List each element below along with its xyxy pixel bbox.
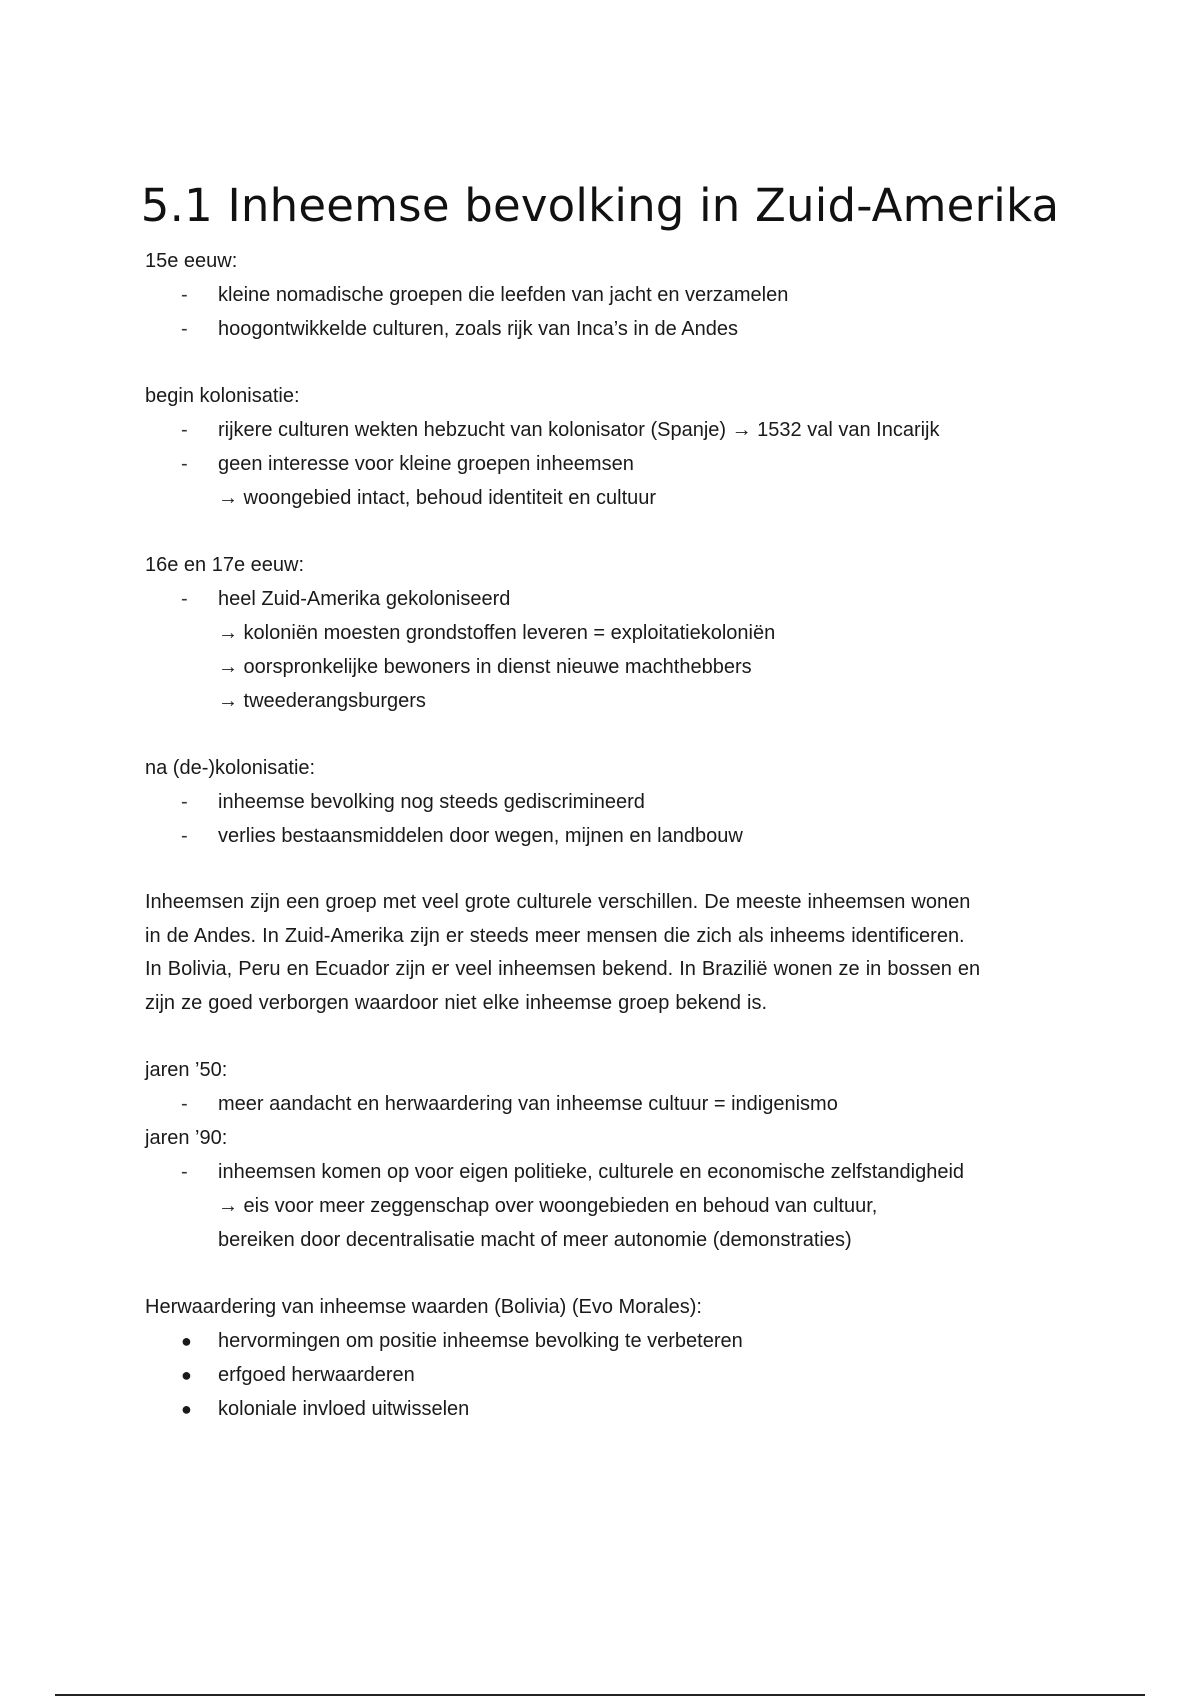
list-item-text: inheemsen komen op voor eigen politieke, culturele en economische zelfstandigheid <box>218 1161 965 1183</box>
section-heading: 16e en 17e eeuw: <box>145 554 305 576</box>
list-item <box>145 819 1065 853</box>
section-heading: jaren ’90: <box>145 1127 228 1149</box>
bullet-icon: ● <box>181 1331 192 1351</box>
continuation-line <box>145 1189 1065 1223</box>
list-item <box>145 1324 1065 1358</box>
paragraph-line: Inheemsen zijn een groep met veel grote culturele verschillen. De meeste inheemsen wonen <box>145 891 971 913</box>
list-item-text: hervormingen om positie inheemse bevolking te verbeteren <box>218 1330 743 1352</box>
list-item-text: meer aandacht en herwaardering van inheemse cultuur = indigenismo <box>218 1093 838 1115</box>
continuation-text: → eis voor meer zeggenschap over woongebieden en behoud van cultuur, <box>218 1195 878 1217</box>
list-item <box>145 278 1065 312</box>
list-item-text: inheemse bevolking nog steeds gediscrimineerd <box>218 791 645 813</box>
section-heading: Herwaardering van inheemse waarden (Bolivia) (Evo Morales): <box>145 1296 702 1318</box>
list-item-text: hoogontwikkelde culturen, zoals rijk van Inca’s in de Andes <box>218 318 738 340</box>
continuation-line <box>145 616 1065 650</box>
list-item <box>145 413 1065 447</box>
section-heading: na (de-)kolonisatie: <box>145 757 316 779</box>
list-item-text: rijkere culturen wekten hebzucht van kolonisator (Spanje) → 1532 val van Incarijk <box>218 419 940 441</box>
paragraph-line: zijn ze goed verborgen waardoor niet elke inheemse groep bekend is. <box>145 991 768 1014</box>
list-item <box>145 785 1065 819</box>
list-item-text: koloniale invloed uitwisselen <box>218 1398 470 1420</box>
dash-marker: - <box>181 453 188 475</box>
spacer <box>145 718 1065 751</box>
section-heading: begin kolonisatie: <box>145 385 300 407</box>
list-item <box>145 1358 1065 1392</box>
paragraph-line: In Bolivia, Peru en Ecuador zijn er veel inheemsen bekend. In Brazilië wonen ze in bossen en <box>145 958 981 980</box>
spacer <box>145 853 1065 886</box>
dash-marker: - <box>181 791 188 813</box>
dash-marker: - <box>181 825 188 847</box>
paragraph-line: in de Andes. In Zuid-Amerika zijn er steeds meer mensen die zich als inheems identificeren. <box>145 924 965 947</box>
list-item-text: kleine nomadische groepen die leefden van jacht en verzamelen <box>218 284 789 306</box>
document-body <box>145 244 1065 1426</box>
continuation-line <box>145 650 1065 684</box>
continuation-text: → woongebied intact, behoud identiteit en cultuur <box>218 487 657 509</box>
list-item-text: erfgoed herwaarderen <box>218 1364 415 1386</box>
list-item <box>145 447 1065 481</box>
footer-divider <box>55 1694 1145 1696</box>
dash-marker: - <box>181 1161 188 1183</box>
continuation-line <box>145 684 1065 718</box>
list-item <box>145 1087 1065 1121</box>
list-item <box>145 1155 1065 1189</box>
spacer <box>145 1257 1065 1290</box>
continuation-text: bereiken door decentralisatie macht of meer autonomie (demonstraties) <box>218 1229 852 1251</box>
dash-marker: - <box>181 318 188 340</box>
list-item <box>145 582 1065 616</box>
bullet-icon: ● <box>181 1399 192 1419</box>
spacer <box>145 346 1065 379</box>
continuation-text: → koloniën moesten grondstoffen leveren = exploitatiekoloniën <box>218 622 776 644</box>
continuation-line <box>145 481 1065 515</box>
list-item-text: geen interesse voor kleine groepen inheemsen <box>218 453 634 475</box>
spacer <box>145 515 1065 548</box>
body-paragraph <box>145 886 1065 1020</box>
dash-marker: - <box>181 1093 188 1115</box>
continuation-line <box>145 1223 1065 1257</box>
bullet-icon: ● <box>181 1365 192 1385</box>
list-item-text: heel Zuid-Amerika gekoloniseerd <box>218 588 511 610</box>
list-item-text: verlies bestaansmiddelen door wegen, mijnen en landbouw <box>218 825 743 847</box>
list-item <box>145 1392 1065 1426</box>
section-heading: jaren ’50: <box>145 1059 228 1081</box>
page-title: 5.1 Inheemse bevolking in Zuid-Amerika <box>140 179 1060 232</box>
continuation-text: → oorspronkelijke bewoners in dienst nieuwe machthebbers <box>218 656 752 678</box>
section-heading: 15e eeuw: <box>145 250 238 272</box>
continuation-text: → tweederangsburgers <box>218 690 426 712</box>
dash-marker: - <box>181 588 188 610</box>
dash-marker: - <box>181 419 188 441</box>
spacer <box>145 1020 1065 1053</box>
list-item <box>145 312 1065 346</box>
dash-marker: - <box>181 284 188 306</box>
